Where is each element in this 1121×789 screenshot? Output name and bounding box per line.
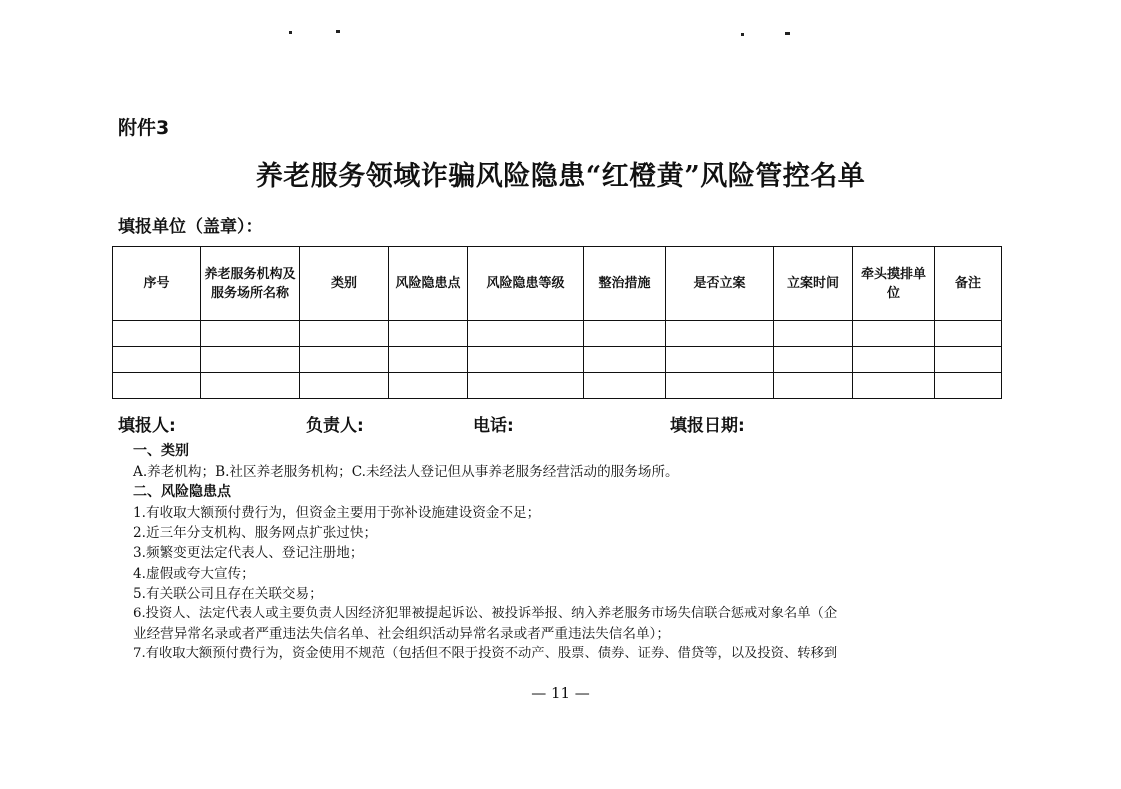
category-text: A.养老机构；B.社区养老服务机构；C.未经法人登记但从事养老服务经营活动的服务场所。 [133, 464, 679, 480]
table-cell [774, 347, 853, 373]
section-heading-risk-points: 二、风险隐患点 [133, 484, 231, 500]
table-cell [853, 321, 935, 347]
col-header-institution-name: 养老服务机构及服务场所名称 [201, 247, 300, 321]
table-row [113, 321, 1002, 347]
col-header-serial: 序号 [113, 247, 201, 321]
fill-date-label: 填报日期: [670, 416, 745, 436]
page-title: 养老服务领域诈骗风险隐患“红橙黄”风险管控名单 [255, 161, 866, 192]
table-row [113, 373, 1002, 399]
risk-list-table [112, 246, 1002, 399]
table-cell [113, 347, 201, 373]
scan-speck [289, 31, 292, 34]
table-row [113, 347, 1002, 373]
col-header-risk-point: 风险隐患点 [389, 247, 468, 321]
table-cell [468, 321, 584, 347]
table-cell [584, 321, 666, 347]
risk-item: 4.虚假或夸大宣传； [133, 566, 255, 582]
risk-item: 5.有关联公司且存在关联交易； [133, 586, 323, 602]
table-cell [774, 373, 853, 399]
table-cell [853, 373, 935, 399]
col-header-risk-level: 风险隐患等级 [468, 247, 584, 321]
table-cell [853, 347, 935, 373]
col-header-lead-unit: 牵头摸排单位 [853, 247, 935, 321]
table-cell [666, 347, 774, 373]
table-cell [774, 321, 853, 347]
table-cell [201, 347, 300, 373]
table-cell [300, 347, 389, 373]
risk-item: 7.有收取大额预付费行为，资金使用不规范（包括但不限于投资不动产、股票、债券、证券、借贷等，以及投资、转移到 [133, 646, 838, 661]
col-header-remarks: 备注 [935, 247, 1002, 321]
risk-item: 6.投资人、法定代表人或主要负责人因经济犯罪被提起诉讼、被投诉举报、纳入养老服务市场失信联合惩戒对象名单（企 [133, 606, 838, 621]
table-cell [389, 321, 468, 347]
table-cell [935, 347, 1002, 373]
table-cell [113, 373, 201, 399]
table-cell [584, 373, 666, 399]
table-cell [113, 321, 201, 347]
page-number: — 11 — [531, 684, 590, 702]
table-cell [201, 321, 300, 347]
table-header-row [113, 247, 1002, 321]
table-cell [389, 347, 468, 373]
table-cell [201, 373, 300, 399]
table-cell [300, 321, 389, 347]
risk-item: 2.近三年分支机构、服务网点扩张过快； [133, 525, 378, 541]
col-header-category: 类别 [300, 247, 389, 321]
col-header-measures: 整治措施 [584, 247, 666, 321]
scan-speck [785, 32, 790, 35]
attachment-label: 附件3 [118, 117, 170, 139]
table-cell [389, 373, 468, 399]
table-cell [584, 347, 666, 373]
filing-unit-label: 填报单位（盖章）： [118, 217, 263, 237]
table-cell [935, 373, 1002, 399]
risk-item-continuation: 业经营异常名录或者严重违法失信名单、社会组织活动异常名录或者严重违法失信名单）； [133, 626, 670, 642]
col-header-filing-time: 立案时间 [774, 247, 853, 321]
scan-speck [741, 33, 744, 36]
table-cell [666, 321, 774, 347]
section-heading-category: 一、类别 [133, 443, 189, 459]
responsible-label: 负责人: [306, 416, 364, 436]
col-header-case-filed: 是否立案 [666, 247, 774, 321]
signature-row [118, 411, 818, 435]
table-cell [468, 373, 584, 399]
table-cell [935, 321, 1002, 347]
risk-item: 3.频繁变更法定代表人、登记注册地； [133, 545, 364, 561]
table-cell [468, 347, 584, 373]
table-cell [300, 373, 389, 399]
risk-item: 1.有收取大额预付费行为，但资金主要用于弥补设施建设资金不足； [133, 505, 541, 521]
scan-speck [336, 30, 340, 33]
filler-label: 填报人: [118, 416, 176, 436]
phone-label: 电话: [473, 416, 514, 436]
table-cell [666, 373, 774, 399]
